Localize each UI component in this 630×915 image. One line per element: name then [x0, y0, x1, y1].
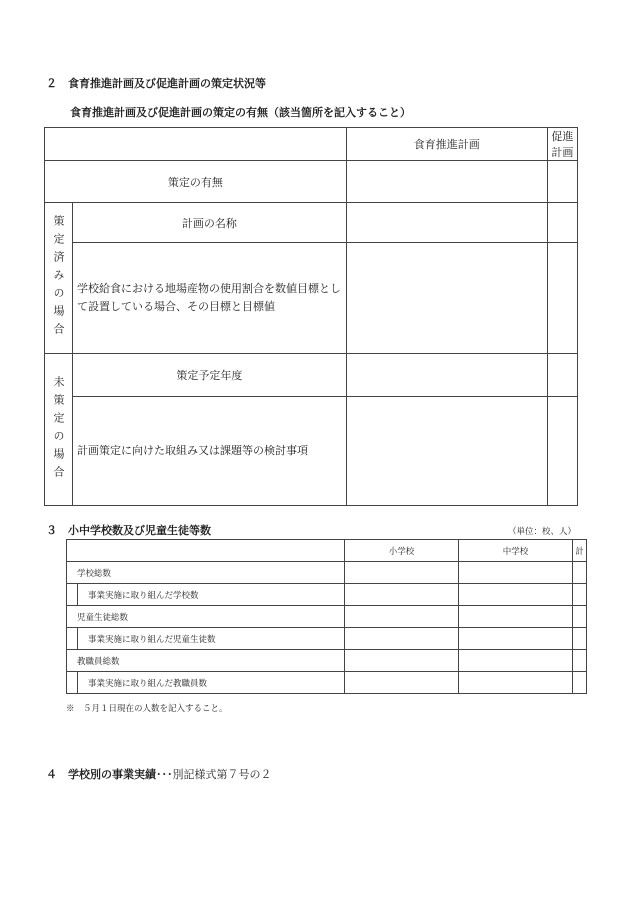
group-label-sakuteizumi [45, 203, 73, 354]
section4-heading [46, 766, 272, 782]
cell-input[interactable] [458, 584, 572, 606]
plan-status-table [44, 127, 578, 506]
col-header-sokushin: 促進計画 [547, 128, 577, 161]
row-label-issues: 計画策定に向けた取組み又は課題等の検討事項 [73, 397, 347, 506]
unit-label: （単位：校、人） [508, 527, 577, 537]
row-label-planned-year: 策定予定年度 [73, 354, 347, 397]
cell-input[interactable] [572, 584, 586, 606]
indent-cell [67, 584, 78, 606]
row-label-plan-name: 計画の名称 [73, 203, 347, 243]
group-label-misakutei [45, 354, 73, 506]
col-header-shokuiku: 食育推進計画 [346, 128, 547, 161]
row-sublabel: 事業実施に取り組んだ教職員数 [78, 672, 345, 694]
school-count-table [66, 539, 587, 694]
cell-input[interactable] [547, 161, 577, 203]
cell-input[interactable] [458, 628, 572, 650]
cell-input[interactable] [346, 354, 547, 397]
section3-note: ※ ５月１日現在の人数を記入すること。 [66, 704, 228, 714]
cell-input[interactable] [572, 606, 586, 628]
row-sublabel: 事業実施に取り組んだ学校数 [78, 584, 345, 606]
cell-input[interactable] [572, 650, 586, 672]
cell-input[interactable] [547, 354, 577, 397]
row-label: 教職員総数 [67, 650, 345, 672]
section2-subheading: 食育推進計画及び促進計画の策定の有無（該当箇所を記入すること） [70, 106, 411, 119]
cell-input[interactable] [346, 243, 547, 354]
cell-input[interactable] [458, 562, 572, 584]
group-label-text: 未策定の場合 [52, 375, 65, 484]
table-corner [45, 128, 347, 161]
section3-heading: ３ 小中学校数及び児童生徒等数 [46, 524, 211, 537]
cell-input[interactable] [572, 672, 586, 694]
indent-cell [67, 672, 78, 694]
section4-suffix: ･･･別記様式第７号の２ [156, 768, 272, 781]
cell-input[interactable] [344, 628, 458, 650]
cell-input[interactable] [458, 606, 572, 628]
cell-input[interactable] [572, 628, 586, 650]
col-header-total: 計 [572, 540, 586, 562]
table-corner [67, 540, 345, 562]
section2-heading: ２ 食育推進計画及び促進計画の策定状況等 [46, 77, 266, 90]
row-label-target: 学校給食における地場産物の使用割合を数値目標として設置している場合、その目標と目標値 [73, 243, 347, 354]
section4-title: ４ 学校別の事業実績 [46, 768, 156, 781]
row-label: 学校総数 [67, 562, 345, 584]
cell-input[interactable] [344, 562, 458, 584]
cell-input[interactable] [346, 203, 547, 243]
cell-input[interactable] [344, 606, 458, 628]
cell-input[interactable] [547, 243, 577, 354]
cell-input[interactable] [344, 584, 458, 606]
cell-input[interactable] [346, 161, 547, 203]
cell-input[interactable] [547, 203, 577, 243]
cell-input[interactable] [458, 650, 572, 672]
cell-input[interactable] [458, 672, 572, 694]
row-label: 児童生徒総数 [67, 606, 345, 628]
col-header-junior-high: 中学校 [458, 540, 572, 562]
cell-input[interactable] [547, 397, 577, 506]
group-label-text: 策定済みの場合 [52, 215, 65, 341]
cell-input[interactable] [344, 672, 458, 694]
col-header-elementary: 小学校 [344, 540, 458, 562]
indent-cell [67, 628, 78, 650]
row-status-label: 策定の有無 [45, 161, 347, 203]
cell-input[interactable] [572, 562, 586, 584]
cell-input[interactable] [346, 397, 547, 506]
cell-input[interactable] [344, 650, 458, 672]
row-sublabel: 事業実施に取り組んだ児童生徒数 [78, 628, 345, 650]
